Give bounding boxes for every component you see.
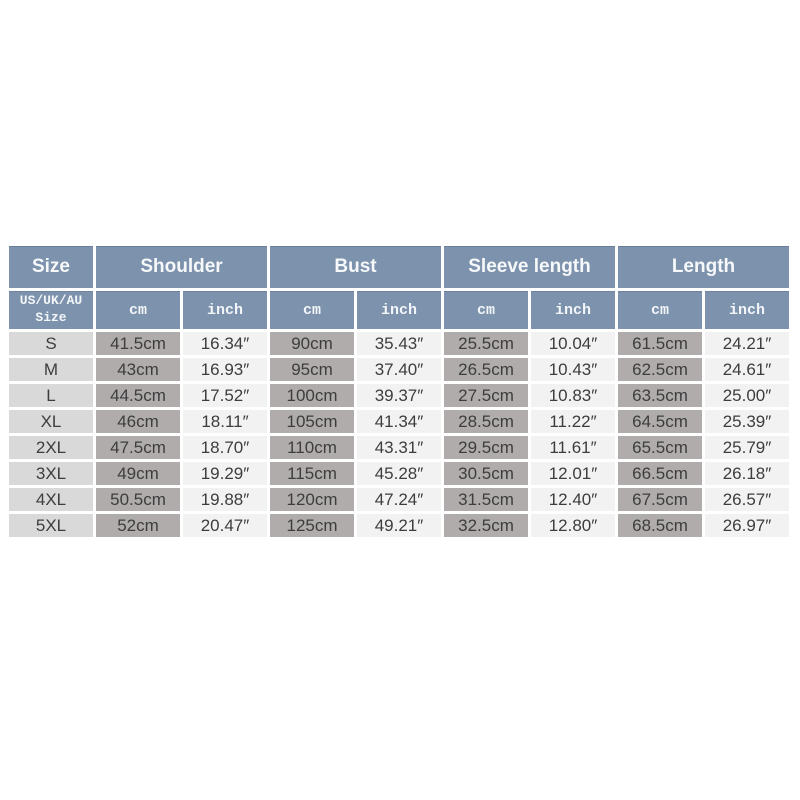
size-chart-table [6, 243, 792, 540]
sleeve-inch-cell: 10.83″ [531, 384, 615, 407]
sleeve-inch-cell: 12.40″ [531, 488, 615, 511]
shoulder-inch-cell: 16.34″ [183, 332, 267, 355]
length-inch-cell: 26.57″ [705, 488, 789, 511]
sleeve-cm-cell: 31.5cm [444, 488, 528, 511]
row-size-label: L [9, 384, 93, 407]
bust-inch-cell: 41.34″ [357, 410, 441, 433]
sleeve-cm-cell: 32.5cm [444, 514, 528, 537]
shoulder-cm-cell: 49cm [96, 462, 180, 485]
row-size-label: 2XL [9, 436, 93, 459]
row-size-label: XL [9, 410, 93, 433]
bust-cm-cell: 90cm [270, 332, 354, 355]
shoulder-cm-cell: 41.5cm [96, 332, 180, 355]
bust-inch-cell: 45.28″ [357, 462, 441, 485]
sleeve-cm-cell: 29.5cm [444, 436, 528, 459]
length-inch-cell: 25.79″ [705, 436, 789, 459]
bust-inch-cell: 49.21″ [357, 514, 441, 537]
shoulder-cm-cell: 50.5cm [96, 488, 180, 511]
group-header-row [9, 246, 789, 288]
sleeve-inch-header: inch [531, 291, 615, 329]
size-group-header: Size [9, 246, 93, 288]
length-inch-cell: 25.00″ [705, 384, 789, 407]
length-inch-cell: 25.39″ [705, 410, 789, 433]
shoulder-inch-cell: 18.70″ [183, 436, 267, 459]
sleeve-cm-cell: 28.5cm [444, 410, 528, 433]
bust-inch-cell: 43.31″ [357, 436, 441, 459]
shoulder-inch-cell: 20.47″ [183, 514, 267, 537]
table-row-4xl [9, 488, 789, 511]
shoulder-inch-header: inch [183, 291, 267, 329]
table-row-s [9, 332, 789, 355]
sleeve-inch-cell: 12.80″ [531, 514, 615, 537]
shoulder-cm-cell: 44.5cm [96, 384, 180, 407]
bust-group-header: Bust [270, 246, 441, 288]
table-row-xl [9, 410, 789, 433]
length-inch-cell: 24.21″ [705, 332, 789, 355]
length-cm-cell: 67.5cm [618, 488, 702, 511]
shoulder-cm-cell: 47.5cm [96, 436, 180, 459]
table-row-l [9, 384, 789, 407]
shoulder-inch-cell: 19.29″ [183, 462, 267, 485]
bust-cm-cell: 95cm [270, 358, 354, 381]
shoulder-cm-cell: 43cm [96, 358, 180, 381]
shoulder-cm-cell: 52cm [96, 514, 180, 537]
shoulder-inch-cell: 18.11″ [183, 410, 267, 433]
bust-cm-header: cm [270, 291, 354, 329]
length-inch-header: inch [705, 291, 789, 329]
row-size-label: 3XL [9, 462, 93, 485]
sleeve-inch-cell: 12.01″ [531, 462, 615, 485]
shoulder-group-header: Shoulder [96, 246, 267, 288]
length-cm-cell: 62.5cm [618, 358, 702, 381]
unit-header-row [9, 291, 789, 329]
bust-cm-cell: 100cm [270, 384, 354, 407]
length-inch-cell: 26.18″ [705, 462, 789, 485]
shoulder-inch-cell: 19.88″ [183, 488, 267, 511]
length-group-header: Length [618, 246, 789, 288]
us-uk-au-size-header: US/UK/AU Size [9, 291, 93, 329]
table-row-m [9, 358, 789, 381]
bust-inch-header: inch [357, 291, 441, 329]
bust-cm-cell: 125cm [270, 514, 354, 537]
row-size-label: M [9, 358, 93, 381]
length-inch-cell: 24.61″ [705, 358, 789, 381]
sleeve-cm-cell: 30.5cm [444, 462, 528, 485]
bust-inch-cell: 37.40″ [357, 358, 441, 381]
shoulder-cm-cell: 46cm [96, 410, 180, 433]
length-cm-cell: 61.5cm [618, 332, 702, 355]
bust-inch-cell: 35.43″ [357, 332, 441, 355]
sleeve-inch-cell: 10.04″ [531, 332, 615, 355]
row-size-label: 5XL [9, 514, 93, 537]
length-inch-cell: 26.97″ [705, 514, 789, 537]
sleeve-length-group-header: Sleeve length [444, 246, 615, 288]
length-cm-header: cm [618, 291, 702, 329]
shoulder-cm-header: cm [96, 291, 180, 329]
sleeve-cm-cell: 27.5cm [444, 384, 528, 407]
bust-cm-cell: 120cm [270, 488, 354, 511]
table-row-5xl [9, 514, 789, 537]
length-cm-cell: 66.5cm [618, 462, 702, 485]
bust-cm-cell: 110cm [270, 436, 354, 459]
row-size-label: 4XL [9, 488, 93, 511]
sleeve-inch-cell: 11.22″ [531, 410, 615, 433]
length-cm-cell: 64.5cm [618, 410, 702, 433]
table-row-2xl [9, 436, 789, 459]
sleeve-cm-header: cm [444, 291, 528, 329]
length-cm-cell: 68.5cm [618, 514, 702, 537]
bust-cm-cell: 105cm [270, 410, 354, 433]
shoulder-inch-cell: 16.93″ [183, 358, 267, 381]
sleeve-cm-cell: 25.5cm [444, 332, 528, 355]
bust-inch-cell: 47.24″ [357, 488, 441, 511]
size-chart [6, 243, 792, 540]
length-cm-cell: 63.5cm [618, 384, 702, 407]
length-cm-cell: 65.5cm [618, 436, 702, 459]
sleeve-cm-cell: 26.5cm [444, 358, 528, 381]
bust-cm-cell: 115cm [270, 462, 354, 485]
sleeve-inch-cell: 11.61″ [531, 436, 615, 459]
sleeve-inch-cell: 10.43″ [531, 358, 615, 381]
bust-inch-cell: 39.37″ [357, 384, 441, 407]
row-size-label: S [9, 332, 93, 355]
shoulder-inch-cell: 17.52″ [183, 384, 267, 407]
table-row-3xl [9, 462, 789, 485]
